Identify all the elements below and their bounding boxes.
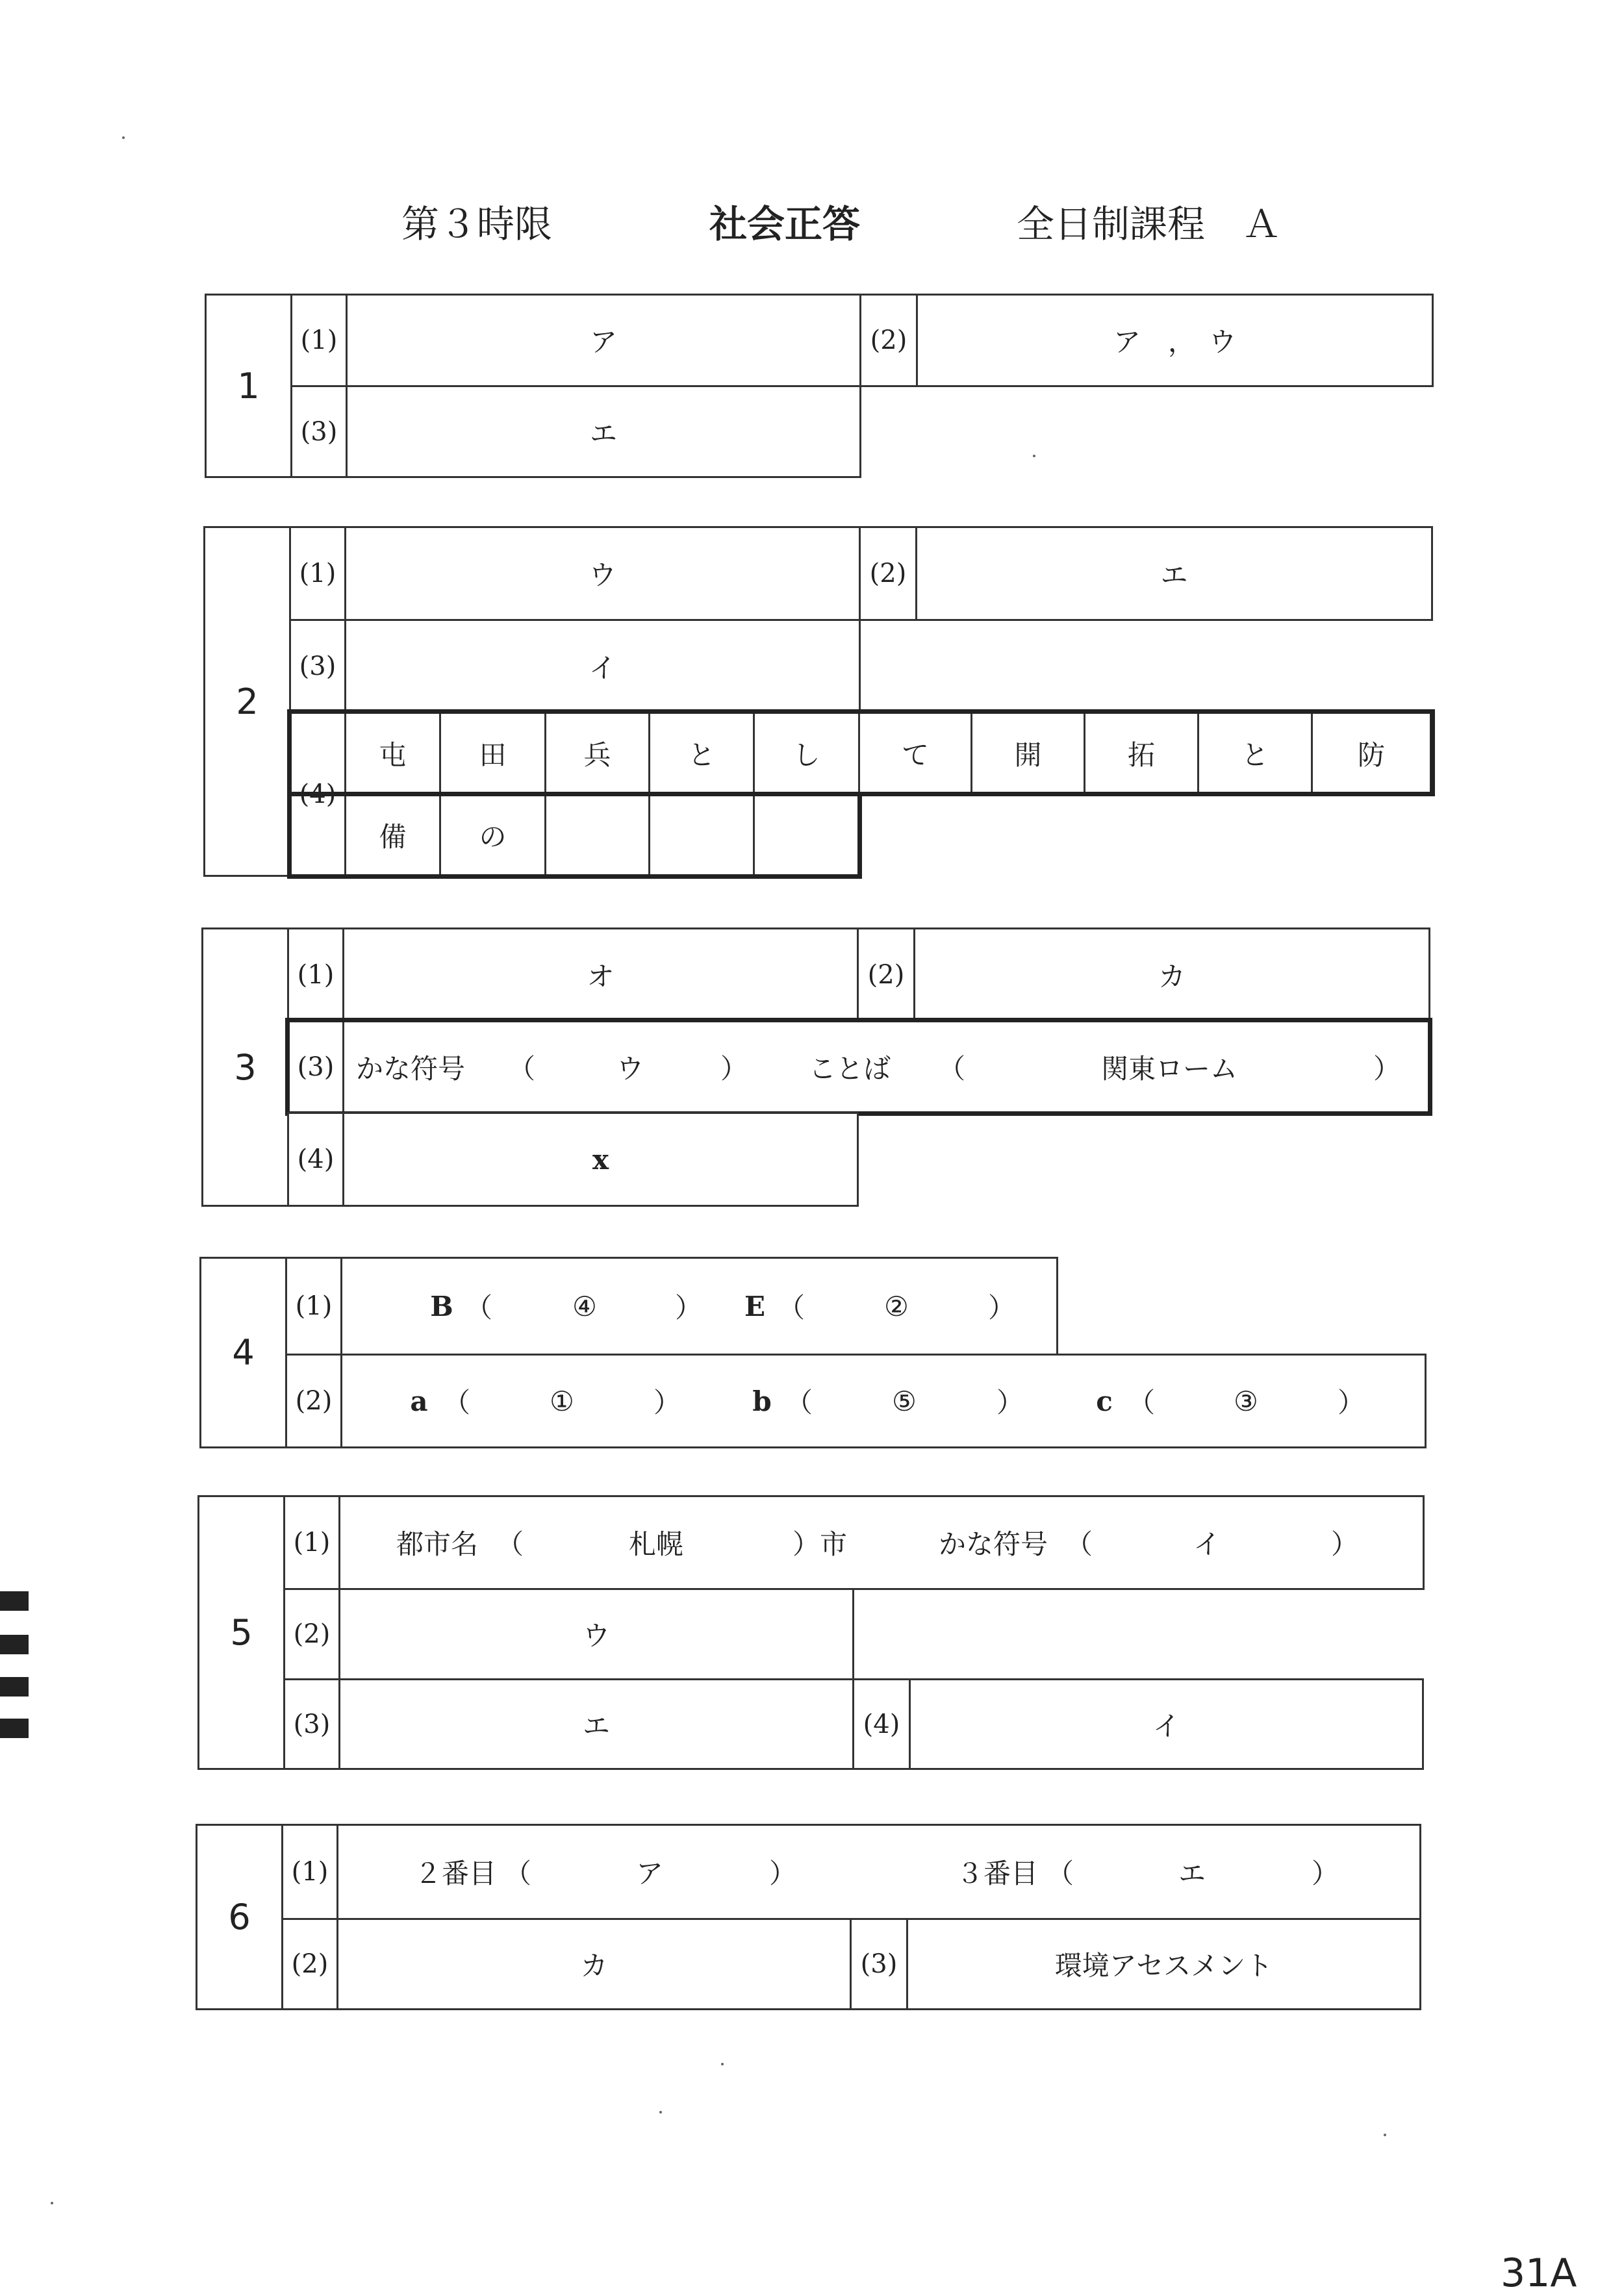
scan-speck xyxy=(51,2202,53,2204)
open-paren: （ xyxy=(1127,1387,1155,1419)
scan-speck xyxy=(1033,455,1035,457)
answer-text: イ xyxy=(1152,1709,1180,1742)
kana-answer: イ xyxy=(1193,1528,1221,1560)
question-label: (1) xyxy=(293,1528,331,1558)
answer-text: カ xyxy=(1158,960,1186,992)
option-answer: ③ xyxy=(1234,1385,1258,1417)
answer-text: エ xyxy=(589,417,617,449)
order-answer: エ xyxy=(1178,1858,1206,1889)
open-paren: （ xyxy=(777,1292,805,1324)
close-paren: ） xyxy=(996,1387,1024,1419)
option-answer: ① xyxy=(550,1385,574,1417)
page-title: 社会正答 xyxy=(709,202,861,246)
kana-answer: ウ xyxy=(616,1052,644,1085)
open-paren: （ xyxy=(507,1052,535,1085)
registration-mark xyxy=(0,1677,29,1697)
close-paren: ） xyxy=(1337,1387,1365,1419)
char-text: 屯 xyxy=(379,739,407,771)
question-label: (1) xyxy=(295,1291,333,1321)
answer-text: 環境アセスメント xyxy=(1054,1950,1273,1982)
question-label: (4) xyxy=(299,779,336,809)
answer-text: ウ xyxy=(582,1620,610,1652)
close-paren: ） xyxy=(1373,1052,1401,1085)
char-text: 開 xyxy=(1014,739,1042,771)
registration-mark xyxy=(0,1719,29,1738)
option-label: a xyxy=(410,1385,428,1417)
answer-text: x xyxy=(592,1143,609,1176)
close-paren: ） xyxy=(1330,1528,1358,1560)
question-label: (1) xyxy=(297,959,335,990)
char-text: と xyxy=(1241,739,1269,771)
open-paren: （ xyxy=(785,1387,813,1419)
kana-label: かな符号 xyxy=(356,1052,466,1085)
question-label: (3) xyxy=(299,651,336,681)
open-paren: （ xyxy=(464,1292,492,1324)
question-label: (3) xyxy=(297,1052,335,1082)
char-text: し xyxy=(793,739,820,771)
question-label: (4) xyxy=(863,1709,900,1739)
question-label: (2) xyxy=(293,1619,331,1649)
char-text: 備 xyxy=(379,821,407,853)
question-label: (2) xyxy=(291,1949,329,1979)
close-paren: ） xyxy=(720,1052,748,1085)
open-paren: （ xyxy=(442,1387,470,1419)
question-label: (1) xyxy=(291,1857,329,1887)
char-text: 防 xyxy=(1357,739,1385,771)
open-paren: （ xyxy=(937,1052,965,1085)
char-text: 田 xyxy=(479,739,507,771)
char-text: て xyxy=(901,739,929,771)
answer-outline xyxy=(285,1018,1432,1116)
registration-mark xyxy=(0,1635,29,1654)
period-label: 第３時限 xyxy=(401,202,553,246)
option-answer: ② xyxy=(884,1290,909,1322)
close-paren: ） xyxy=(1311,1858,1339,1889)
question-label: (2) xyxy=(870,325,907,355)
scan-speck xyxy=(721,2063,724,2065)
open-paren: （ xyxy=(496,1528,524,1560)
city-label: 都市名 xyxy=(396,1528,479,1560)
section-number: 6 xyxy=(228,1897,251,1937)
char-text: 兵 xyxy=(583,739,611,771)
city-suffix: ）市 xyxy=(793,1528,848,1560)
answer-text: イ xyxy=(589,651,616,684)
question-label: (2) xyxy=(869,559,907,588)
question-label: (3) xyxy=(300,416,338,447)
option-label: c xyxy=(1096,1385,1113,1417)
question-label: (3) xyxy=(860,1949,898,1979)
question-label: (2) xyxy=(295,1386,333,1416)
answer-text: ア ， ウ xyxy=(1113,326,1236,358)
scan-speck xyxy=(659,2111,662,2113)
char-text: の xyxy=(479,821,507,853)
answer-text: ア xyxy=(589,326,617,358)
order-label: ２番目 xyxy=(414,1858,497,1889)
course-label: 全日制課程 Ａ xyxy=(1017,202,1281,246)
answer-outline xyxy=(287,792,862,879)
question-label: (1) xyxy=(300,325,338,355)
question-label: (1) xyxy=(299,559,336,588)
scan-speck xyxy=(122,136,125,139)
word-answer: 関東ローム xyxy=(1100,1052,1237,1085)
order-answer: ア xyxy=(635,1858,663,1889)
kana-label: かな符号 xyxy=(939,1528,1048,1560)
close-paren: ） xyxy=(674,1292,702,1324)
close-paren: ） xyxy=(653,1387,681,1419)
close-paren: ） xyxy=(987,1292,1015,1324)
char-text: と xyxy=(687,739,715,771)
option-label: B xyxy=(430,1290,453,1322)
answer-text: エ xyxy=(582,1709,610,1742)
section-number: 2 xyxy=(236,681,259,722)
section-number: 4 xyxy=(232,1332,255,1373)
question-label: (4) xyxy=(297,1144,335,1174)
open-paren: （ xyxy=(1065,1528,1093,1560)
close-paren: ） xyxy=(768,1858,796,1889)
option-label: b xyxy=(752,1385,772,1417)
answer-text: エ xyxy=(1160,559,1188,591)
section-number: 1 xyxy=(237,365,260,407)
section-number: 3 xyxy=(234,1046,257,1088)
char-text: 拓 xyxy=(1127,739,1155,771)
question-label: (3) xyxy=(293,1709,331,1739)
option-answer: ⑤ xyxy=(892,1385,917,1417)
page-number: 31A xyxy=(1501,2251,1577,2296)
answer-outline xyxy=(287,709,1435,796)
question-label: (2) xyxy=(867,959,905,990)
open-paren: （ xyxy=(1046,1858,1074,1889)
option-label: E xyxy=(744,1290,765,1322)
scan-speck xyxy=(1384,2134,1386,2136)
option-answer: ④ xyxy=(572,1290,597,1322)
registration-mark xyxy=(0,1591,29,1611)
answer-text: オ xyxy=(587,960,615,992)
city-answer: 札幌 xyxy=(628,1528,683,1560)
order-label: ３番目 xyxy=(956,1858,1039,1889)
answer-text: カ xyxy=(580,1950,608,1982)
answer-text: ウ xyxy=(589,559,616,591)
open-paren: （ xyxy=(503,1858,531,1889)
section-number: 5 xyxy=(230,1612,253,1653)
word-label: ことば xyxy=(809,1052,891,1085)
answer-box xyxy=(336,1824,1421,1920)
